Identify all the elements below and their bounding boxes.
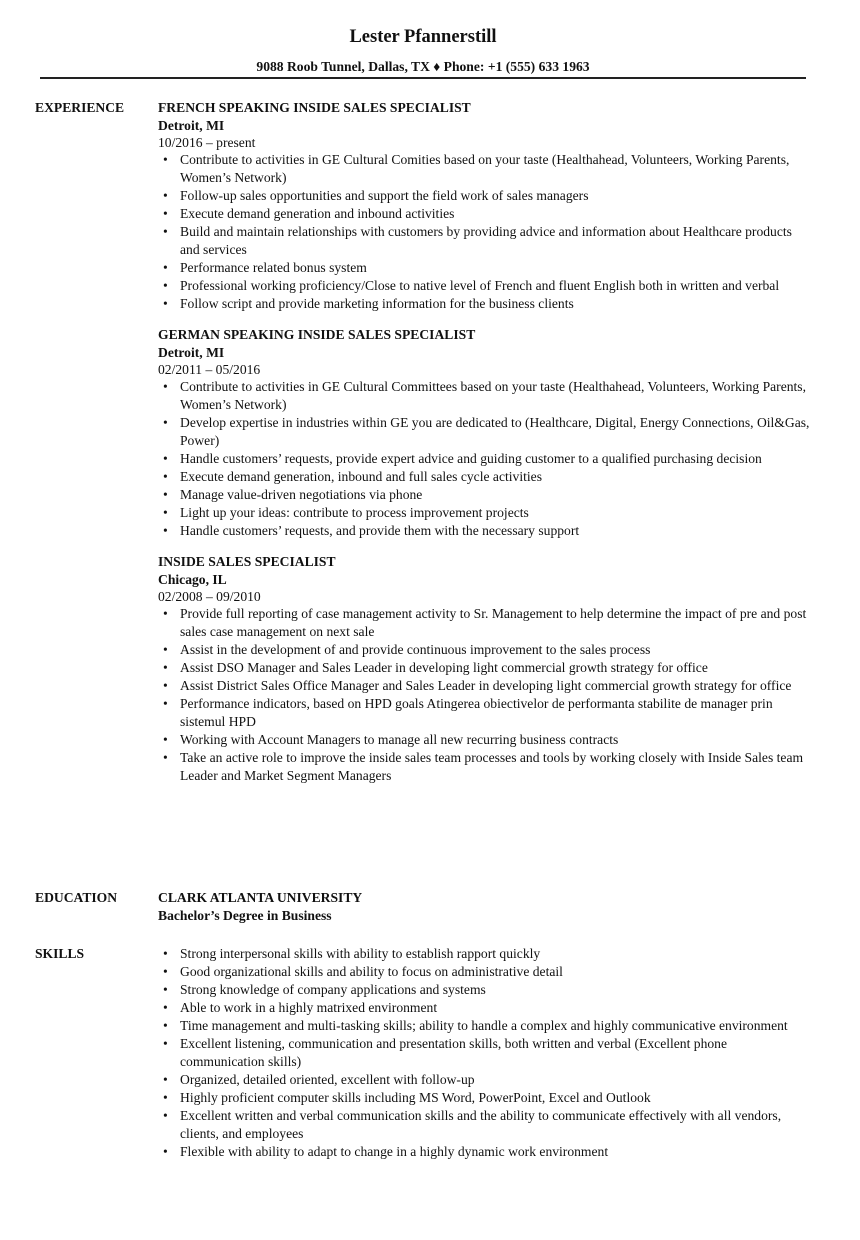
bullet-icon: • [163, 415, 168, 430]
list-item [158, 295, 814, 313]
bullet-icon: • [163, 1018, 168, 1033]
list-item [158, 378, 814, 414]
bullet-icon: • [163, 523, 168, 538]
list-item [158, 1089, 814, 1107]
bullet-text: Performance indicators, based on HPD goals Atingerea obiectivelor de performanta stabilite de manager prin sistemul HPD [180, 696, 773, 729]
job-title: INSIDE SALES SPECIALIST [158, 554, 336, 569]
bullet-icon: • [163, 296, 168, 311]
job-location: Detroit, MI [158, 118, 225, 133]
list-item [158, 151, 814, 187]
list-item [158, 277, 814, 295]
bullet-icon: • [163, 696, 168, 711]
job-entry [158, 326, 814, 540]
skills-bullets [158, 945, 814, 1161]
header-divider [40, 77, 806, 79]
bullet-icon: • [163, 606, 168, 621]
list-item [158, 486, 814, 504]
list-item [158, 1107, 814, 1143]
skill-text: Flexible with ability to adapt to change in a highly dynamic work environment [180, 1144, 609, 1159]
bullet-text: Assist District Sales Office Manager and Sales Leader in developing light commercial growth strategy for office [180, 678, 792, 693]
bullet-icon: • [163, 964, 168, 979]
bullet-icon: • [163, 469, 168, 484]
experience-heading: EXPERIENCE [35, 100, 125, 115]
skill-text: Good organizational skills and ability to focus on administrative detail [180, 964, 563, 979]
skill-text: Strong interpersonal skills with ability to establish rapport quickly [180, 946, 541, 961]
list-item [158, 641, 814, 659]
job-bullets [158, 378, 814, 540]
bullet-text: Assist in the development of and provide continuous improvement to the sales process [180, 642, 651, 657]
list-item [158, 1143, 814, 1161]
bullet-text: Light up your ideas: contribute to process improvement projects [180, 505, 529, 520]
list-item [158, 945, 814, 963]
job-dates: 02/2011 – 05/2016 [158, 362, 261, 377]
bullet-text: Professional working proficiency/Close to native level of French and fluent English both in written and verbal [180, 278, 780, 293]
list-item [158, 677, 814, 695]
skills-heading: SKILLS [35, 946, 85, 961]
bullet-text: Contribute to activities in GE Cultural Comities based on your taste (Healthahead, Volunteers, Working Parents, Women’s Network) [180, 152, 790, 185]
bullet-text: Follow script and provide marketing information for the business clients [180, 296, 574, 311]
job-bullets [158, 605, 814, 785]
list-item [158, 659, 814, 677]
bullet-text: Develop expertise in industries within GE you are dedicated to (Healthcare, Digital, Energy Connections, Oil&Gas, Power) [180, 415, 810, 448]
degree: Bachelor’s Degree in Business [158, 908, 332, 923]
list-item [158, 981, 814, 999]
bullet-icon: • [163, 750, 168, 765]
job-location: Chicago, IL [158, 572, 227, 587]
list-item [158, 999, 814, 1017]
bullet-text: Execute demand generation and inbound activities [180, 206, 455, 221]
skill-text: Able to work in a highly matrixed environment [180, 1000, 438, 1015]
list-item [158, 223, 814, 259]
bullet-icon: • [163, 1108, 168, 1123]
job-title: GERMAN SPEAKING INSIDE SALES SPECIALIST [158, 327, 476, 342]
skills-list [158, 945, 814, 1161]
skill-text: Excellent listening, communication and presentation skills, both written and verbal (Excellent phone communication skills) [180, 1036, 728, 1069]
job-title: FRENCH SPEAKING INSIDE SALES SPECIALIST [158, 100, 471, 115]
skill-text: Excellent written and verbal communication skills and the ability to communicate effectively with all vendors, clients, and employees [180, 1108, 782, 1141]
list-item [158, 187, 814, 205]
list-item [158, 1017, 814, 1035]
bullet-icon: • [163, 224, 168, 239]
bullet-icon: • [163, 946, 168, 961]
skill-text: Highly proficient computer skills including MS Word, PowerPoint, Excel and Outlook [180, 1090, 651, 1105]
bullet-text: Provide full reporting of case management activity to Sr. Management to help determine the impact of pre and post sales case management on next sale [180, 606, 807, 639]
experience-list [158, 99, 814, 798]
bullet-icon: • [163, 1072, 168, 1087]
list-item [158, 963, 814, 981]
list-item [158, 450, 814, 468]
bullet-text: Working with Account Managers to manage all new recurring business contracts [180, 732, 619, 747]
bullet-text: Assist DSO Manager and Sales Leader in developing light commercial growth strategy for office [180, 660, 708, 675]
job-bullets [158, 151, 814, 313]
list-item [158, 1071, 814, 1089]
skill-text: Time management and multi-tasking skills; ability to handle a complex and highly communicative environment [180, 1018, 788, 1033]
job-entry [158, 99, 814, 313]
candidate-name: Lester Pfannerstill [349, 27, 497, 47]
bullet-text: Handle customers’ requests, and provide them with the necessary support [180, 523, 580, 538]
list-item [158, 731, 814, 749]
list-item [158, 414, 814, 450]
bullet-icon: • [163, 152, 168, 167]
list-item [158, 522, 814, 540]
job-dates: 02/2008 – 09/2010 [158, 589, 261, 604]
bullet-icon: • [163, 732, 168, 747]
bullet-text: Performance related bonus system [180, 260, 367, 275]
list-item [158, 205, 814, 223]
job-dates: 10/2016 – present [158, 135, 256, 150]
job-location: Detroit, MI [158, 345, 225, 360]
bullet-text: Take an active role to improve the inside sales team processes and tools by working closely with Inside Sales team Leader and Market Segment Managers [180, 750, 804, 783]
skill-text: Organized, detailed oriented, excellent with follow-up [180, 1072, 475, 1087]
list-item [158, 605, 814, 641]
bullet-icon: • [163, 379, 168, 394]
bullet-icon: • [163, 1090, 168, 1105]
bullet-text: Contribute to activities in GE Cultural Committees based on your taste (Healthahead, Volunteers, Working Parents, Women’s Network) [180, 379, 806, 412]
bullet-icon: • [163, 660, 168, 675]
education-entry [158, 889, 814, 925]
list-item [158, 749, 814, 785]
bullet-text: Follow-up sales opportunities and support the field work of sales managers [180, 188, 589, 203]
job-entry [158, 553, 814, 785]
bullet-icon: • [163, 451, 168, 466]
skill-text: Strong knowledge of company applications and systems [180, 982, 486, 997]
list-item [158, 504, 814, 522]
list-item [158, 259, 814, 277]
bullet-icon: • [163, 642, 168, 657]
bullet-icon: • [163, 505, 168, 520]
bullet-icon: • [163, 188, 168, 203]
bullet-text: Manage value-driven negotiations via phone [180, 487, 423, 502]
bullet-text: Handle customers’ requests, provide expert advice and guiding customer to a qualified purchasing decision [180, 451, 762, 466]
bullet-text: Build and maintain relationships with customers by providing advice and information about Healthcare products and services [180, 224, 792, 257]
contact-line: 9088 Roob Tunnel, Dallas, TX ♦ Phone: +1 (555) 633 1963 [256, 59, 590, 74]
bullet-icon: • [163, 1036, 168, 1051]
bullet-icon: • [163, 278, 168, 293]
resume-header [0, 26, 846, 75]
list-item [158, 468, 814, 486]
bullet-icon: • [163, 678, 168, 693]
bullet-icon: • [163, 982, 168, 997]
bullet-text: Execute demand generation, inbound and full sales cycle activities [180, 469, 542, 484]
bullet-icon: • [163, 1144, 168, 1159]
bullet-icon: • [163, 260, 168, 275]
list-item [158, 695, 814, 731]
list-item [158, 1035, 814, 1071]
bullet-icon: • [163, 1000, 168, 1015]
education-heading: EDUCATION [35, 890, 118, 905]
bullet-icon: • [163, 487, 168, 502]
bullet-icon: • [163, 206, 168, 221]
school-name: CLARK ATLANTA UNIVERSITY [158, 890, 363, 905]
